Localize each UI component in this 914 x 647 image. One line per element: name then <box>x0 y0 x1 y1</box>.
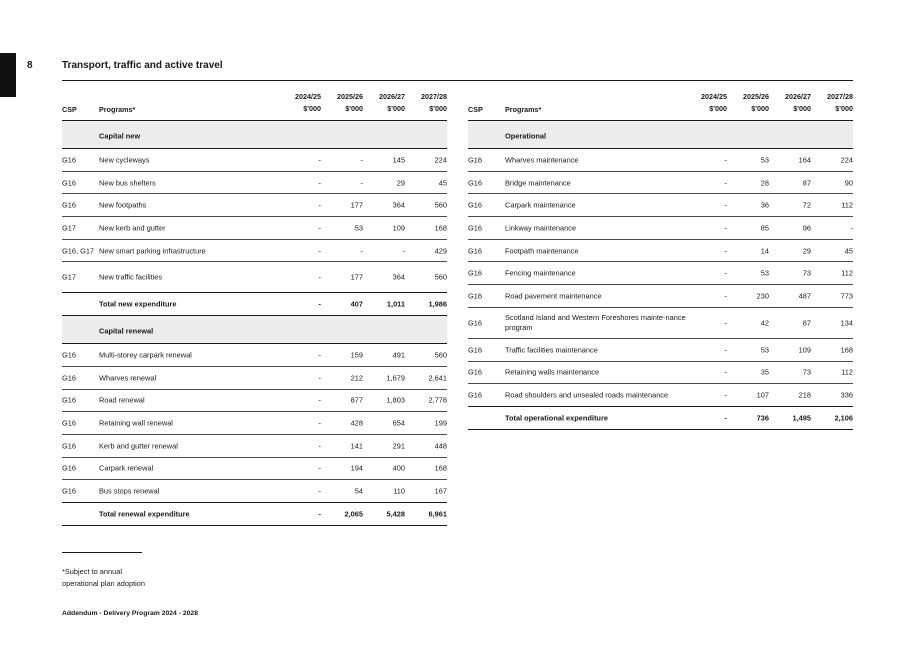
table-row <box>468 217 853 240</box>
capital-table <box>62 88 447 526</box>
row-value: 159 <box>350 350 363 360</box>
row-value: 90 <box>844 178 853 188</box>
row-value: 112 <box>841 200 853 210</box>
row-value: 168 <box>840 345 853 355</box>
operational-table <box>468 88 853 430</box>
row-csp: G16 <box>62 350 76 360</box>
row-program: Road shoulders and unsealed roads maintenance <box>505 390 669 400</box>
table-row <box>62 458 447 481</box>
table-row <box>62 240 447 263</box>
header-year: 2024/25 <box>701 92 727 101</box>
row-value: 218 <box>798 390 811 400</box>
row-value: 168 <box>434 463 447 473</box>
row-value: 736 <box>756 413 769 423</box>
row-value: 230 <box>756 291 769 301</box>
row-value: 112 <box>841 268 853 278</box>
row-value: 29 <box>396 178 405 188</box>
row-value: 36 <box>760 200 769 210</box>
row-value: - <box>318 463 321 473</box>
row-value: - <box>724 291 727 301</box>
row-program: Total renewal expenditure <box>99 509 190 519</box>
row-program: Kerb and gutter renewal <box>99 441 178 451</box>
row-program: Carpark maintenance <box>505 200 576 210</box>
row-program: Bridge maintenance <box>505 178 571 188</box>
row-program: Carpark renewal <box>99 463 154 473</box>
row-value: 53 <box>354 223 363 233</box>
table-row <box>62 480 447 503</box>
row-csp: G16 <box>468 200 482 210</box>
row-value: - <box>318 509 321 519</box>
table-row <box>468 149 853 172</box>
row-value: 2,065 <box>344 509 363 519</box>
header-year-col <box>683 91 727 115</box>
row-value: 2,641 <box>428 373 447 383</box>
total-row <box>468 407 853 430</box>
row-value: 53 <box>760 268 769 278</box>
row-value: 1,011 <box>386 299 405 309</box>
row-csp: G16, G17 <box>62 246 95 256</box>
row-value: - <box>318 395 321 405</box>
section-row <box>468 121 853 149</box>
row-program: New footpaths <box>99 200 147 210</box>
row-program: Fencing maintenance <box>505 268 576 278</box>
table-row <box>468 339 853 362</box>
header-year-col <box>809 91 853 115</box>
row-value: 1,495 <box>792 413 811 423</box>
row-value: 45 <box>438 178 447 188</box>
row-program: New bus shelters <box>99 178 156 188</box>
row-value: - <box>724 413 727 423</box>
row-value: 53 <box>760 155 769 165</box>
header-csp: CSP <box>62 105 77 114</box>
row-value: 560 <box>434 200 447 210</box>
row-csp: G16 <box>468 223 482 233</box>
row-value: - <box>850 223 853 233</box>
row-csp: G16 <box>468 155 482 165</box>
title-rule <box>62 80 853 81</box>
row-program: New kerb and gutter <box>99 223 166 233</box>
header-unit: $'000 <box>429 104 447 113</box>
row-value: 42 <box>760 318 769 328</box>
table-row <box>62 412 447 435</box>
row-value: - <box>724 246 727 256</box>
row-program: Road pavement maintenance <box>505 291 602 301</box>
row-value: 177 <box>350 200 363 210</box>
row-value: - <box>724 390 727 400</box>
row-value: 1,986 <box>428 299 447 309</box>
header-year: 2027/28 <box>827 92 853 101</box>
row-value: 145 <box>392 155 405 165</box>
row-value: 224 <box>840 155 853 165</box>
row-program: Traffic facilities maintenance <box>505 345 598 355</box>
row-value: 487 <box>798 291 811 301</box>
total-row <box>62 503 447 526</box>
header-year: 2024/25 <box>295 92 321 101</box>
row-program: Bus stops renewal <box>99 486 160 496</box>
row-csp: G16 <box>62 463 76 473</box>
row-program: Retaining walls maintenance <box>505 367 600 377</box>
header-programs: Programs* <box>99 105 136 114</box>
row-value: 14 <box>760 246 769 256</box>
row-value: - <box>318 373 321 383</box>
table-row <box>468 194 853 217</box>
row-program: Capital new <box>99 130 141 140</box>
row-value: 6,961 <box>428 509 447 519</box>
header-csp: CSP <box>468 105 483 114</box>
row-csp: G17 <box>62 272 76 282</box>
row-value: - <box>724 345 727 355</box>
row-value: 87 <box>802 318 811 328</box>
header-unit: $'000 <box>387 104 405 113</box>
table-row <box>468 362 853 385</box>
row-value: 110 <box>393 486 405 496</box>
row-value: 429 <box>434 246 447 256</box>
row-value: 54 <box>354 486 363 496</box>
row-program: Linkway maintenance <box>505 223 577 233</box>
row-value: 112 <box>841 367 853 377</box>
row-program: New smart parking infrastructure <box>99 246 206 256</box>
row-value: 35 <box>760 367 769 377</box>
row-csp: G17 <box>62 223 76 233</box>
row-csp: G16 <box>468 291 482 301</box>
row-value: 177 <box>350 272 363 282</box>
row-value: - <box>724 268 727 278</box>
row-value: 45 <box>844 246 853 256</box>
header-year: 2025/26 <box>743 92 769 101</box>
row-value: - <box>724 200 727 210</box>
row-program: Operational <box>505 130 547 140</box>
row-value: 28 <box>760 178 769 188</box>
table-row <box>468 172 853 195</box>
table-row <box>468 240 853 263</box>
row-value: 428 <box>350 418 363 428</box>
row-value: 73 <box>802 268 811 278</box>
table-header <box>468 88 853 121</box>
row-value: 448 <box>434 441 447 451</box>
table-row <box>468 262 853 285</box>
row-program: New cycleways <box>99 155 150 165</box>
row-program: New traffic facilities <box>99 272 163 282</box>
row-value: - <box>360 155 363 165</box>
table-row <box>62 194 447 217</box>
row-program: Total operational expenditure <box>505 413 608 423</box>
table-row <box>62 435 447 458</box>
row-csp: G16 <box>468 246 482 256</box>
header-programs: Programs* <box>505 105 542 114</box>
row-value: - <box>318 418 321 428</box>
row-value: 1,803 <box>386 395 405 405</box>
row-value: 73 <box>802 367 811 377</box>
row-value: - <box>318 223 321 233</box>
header-unit: $'000 <box>751 104 769 113</box>
header-unit: $'000 <box>345 104 363 113</box>
row-value: - <box>318 200 321 210</box>
footnote-line: *Subject to annual <box>62 567 122 576</box>
row-csp: G16 <box>468 318 482 328</box>
row-value: - <box>318 350 321 360</box>
row-value: 29 <box>802 246 811 256</box>
page-footer: Addendum - Delivery Program 2024 - 2028 <box>62 610 198 617</box>
row-value: 212 <box>350 373 363 383</box>
header-unit: $'000 <box>303 104 321 113</box>
row-value: 72 <box>802 200 811 210</box>
row-value: 2,106 <box>834 413 853 423</box>
row-value: - <box>402 246 405 256</box>
row-value: 560 <box>434 350 447 360</box>
row-value: 96 <box>802 223 811 233</box>
row-value: 5,428 <box>386 509 405 519</box>
row-value: 364 <box>392 200 405 210</box>
total-row <box>62 293 447 316</box>
row-value: - <box>724 155 727 165</box>
row-program: Retaining wall renewal <box>99 418 173 428</box>
row-value: 2,778 <box>428 395 447 405</box>
row-value: 85 <box>760 223 769 233</box>
table-row <box>468 285 853 308</box>
row-program: Scotland Island and Western Foreshores mainte-nance program <box>505 312 686 332</box>
row-value: 773 <box>840 291 853 301</box>
row-csp: G16 <box>468 345 482 355</box>
row-csp: G16 <box>62 418 76 428</box>
row-value: - <box>360 246 363 256</box>
page-title: Transport, traffic and active travel <box>62 60 223 71</box>
row-value: 877 <box>350 395 363 405</box>
row-program: Capital renewal <box>99 326 154 336</box>
row-value: 224 <box>434 155 447 165</box>
table-row <box>62 367 447 390</box>
header-year-col <box>319 91 363 115</box>
row-value: - <box>318 272 321 282</box>
header-year: 2026/27 <box>379 92 405 101</box>
row-csp: G16 <box>62 441 76 451</box>
row-value: 194 <box>350 463 363 473</box>
header-year-col <box>725 91 769 115</box>
row-value: 134 <box>840 318 853 328</box>
row-value: 400 <box>392 463 405 473</box>
row-csp: G16 <box>468 390 482 400</box>
row-value: 164 <box>798 155 811 165</box>
row-value: 87 <box>802 178 811 188</box>
row-program: Footpath maintenance <box>505 246 579 256</box>
row-csp: G16 <box>62 373 76 383</box>
row-csp: G16 <box>468 367 482 377</box>
row-csp: G16 <box>62 178 76 188</box>
header-year-col <box>767 91 811 115</box>
row-value: - <box>724 178 727 188</box>
row-csp: G16 <box>62 200 76 210</box>
header-year: 2026/27 <box>785 92 811 101</box>
row-program: Total new expenditure <box>99 299 177 309</box>
row-value: 364 <box>392 272 405 282</box>
page-edge-tab <box>0 53 16 97</box>
table-row <box>468 384 853 407</box>
footnote <box>62 566 145 590</box>
table-row <box>62 262 447 293</box>
row-value: - <box>318 441 321 451</box>
row-value: 654 <box>392 418 405 428</box>
page-number: 8 <box>27 60 33 71</box>
row-value: - <box>318 178 321 188</box>
table-row <box>62 217 447 240</box>
header-unit: $'000 <box>793 104 811 113</box>
row-program: Road renewal <box>99 395 145 405</box>
section-row <box>62 121 447 149</box>
row-value: 1,679 <box>386 373 405 383</box>
row-value: 407 <box>350 299 363 309</box>
row-value: 560 <box>434 272 447 282</box>
row-csp: G16 <box>62 155 76 165</box>
row-csp: G16 <box>62 395 76 405</box>
row-value: 109 <box>392 223 405 233</box>
footnote-line: operational plan adoption <box>62 579 146 588</box>
row-value: 336 <box>840 390 853 400</box>
row-program: Wharves maintenance <box>505 155 579 165</box>
row-value: 109 <box>798 345 811 355</box>
table-row <box>468 308 853 339</box>
row-value: - <box>724 318 727 328</box>
header-year-col <box>403 91 447 115</box>
row-value: 291 <box>392 441 405 451</box>
row-program: Multi-storey carpark renewal <box>99 350 192 360</box>
row-value: - <box>360 178 363 188</box>
row-value: 107 <box>756 390 769 400</box>
row-value: 141 <box>350 441 363 451</box>
row-csp: G16 <box>468 268 482 278</box>
table-row <box>62 149 447 172</box>
row-csp: G16 <box>468 178 482 188</box>
footnote-rule <box>62 552 142 553</box>
table-row <box>62 172 447 195</box>
header-year-col <box>277 91 321 115</box>
row-value: 491 <box>392 350 405 360</box>
header-year-col <box>361 91 405 115</box>
row-value: - <box>318 486 321 496</box>
row-value: 53 <box>760 345 769 355</box>
row-program: Wharves renewal <box>99 373 157 383</box>
row-value: - <box>724 367 727 377</box>
row-value: 167 <box>434 486 447 496</box>
header-year: 2027/28 <box>421 92 447 101</box>
header-unit: $'000 <box>835 104 853 113</box>
row-value: - <box>724 223 727 233</box>
row-value: - <box>318 246 321 256</box>
section-row <box>62 316 447 344</box>
header-year: 2025/26 <box>337 92 363 101</box>
row-value: - <box>318 299 321 309</box>
row-value: 199 <box>434 418 447 428</box>
table-row <box>62 344 447 367</box>
header-unit: $'000 <box>709 104 727 113</box>
row-csp: G16 <box>62 486 76 496</box>
table-header <box>62 88 447 121</box>
row-value: - <box>318 155 321 165</box>
table-row <box>62 390 447 413</box>
row-value: 168 <box>434 223 447 233</box>
